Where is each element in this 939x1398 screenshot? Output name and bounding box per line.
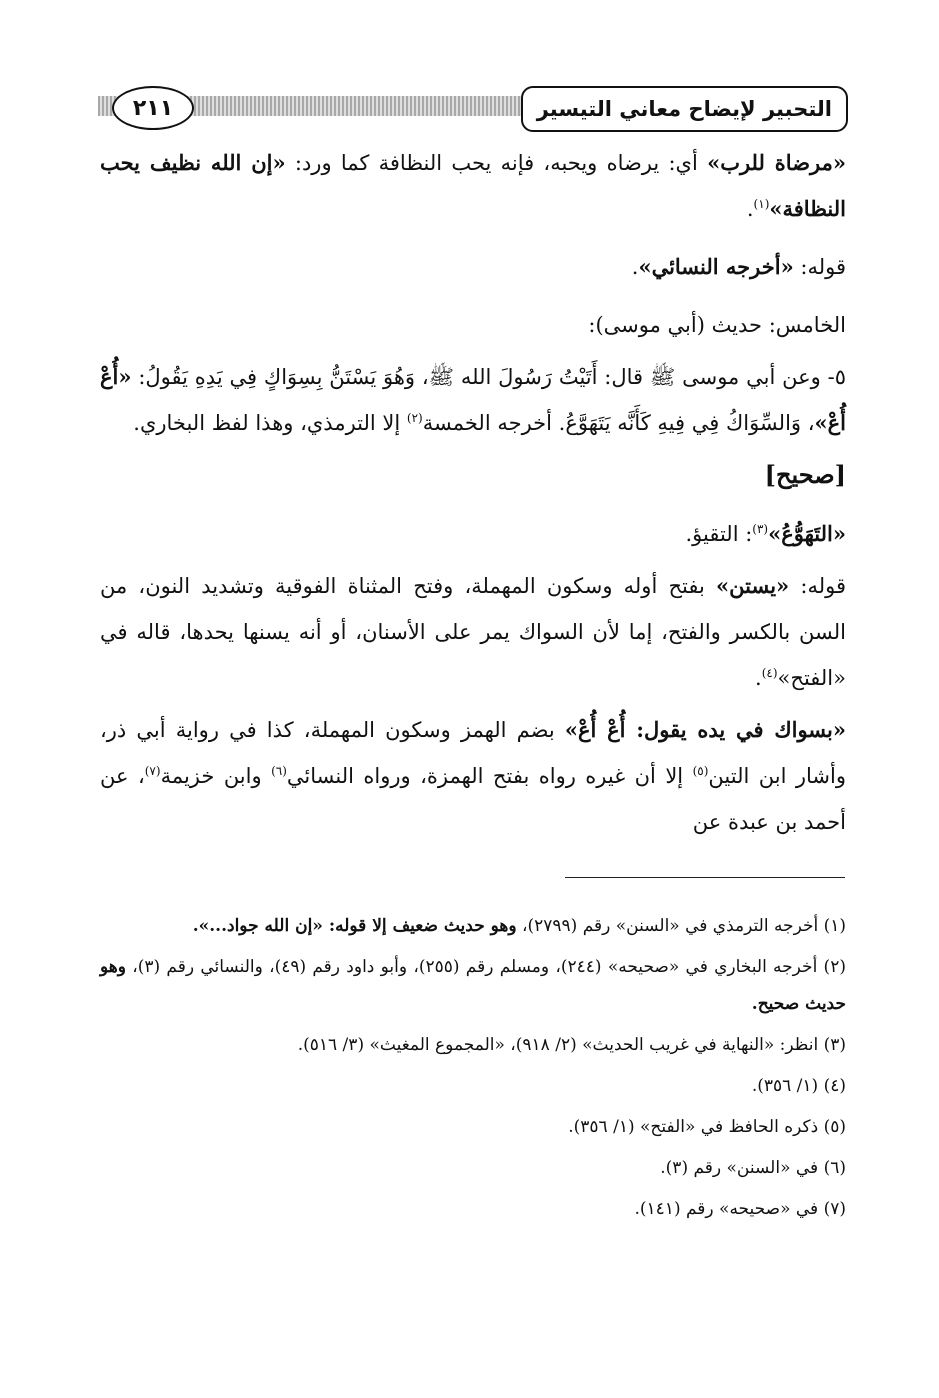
hadith-text: ، وَالسِّوَاكُ فِي فِيهِ كَأَنَّه يَتَهَوَّعُ. أخرجه الخمسة xyxy=(422,411,815,435)
hadith-grade: [صحيح] xyxy=(764,460,846,489)
footnote-separator xyxy=(565,877,845,878)
footnote xyxy=(100,908,846,945)
text-run: : التقيؤ. xyxy=(685,522,753,546)
quoted-phrase: «مرضاة للرب» xyxy=(707,150,846,175)
text-run: بفتح أوله وسكون المهملة، وفتح المثناة الفوقية وتشديد النون، من السن بالكسر والفتح، إما لأن السواك يمر على الأسنان، أو أنه يسنها يحدها، قاله في «الفتح» xyxy=(100,574,846,690)
paragraph xyxy=(100,707,846,845)
text-run: قوله: xyxy=(789,574,846,598)
text-run: . xyxy=(631,255,639,279)
footnote-ref: (٥) xyxy=(692,764,709,778)
text-run: قوله: xyxy=(793,255,846,279)
footnote-ref: (٦) xyxy=(271,764,287,778)
text-run: . xyxy=(755,666,762,690)
text-run: وابن خزيمة xyxy=(160,764,272,788)
paragraph xyxy=(100,563,846,701)
footnote xyxy=(100,949,846,1023)
paragraph xyxy=(100,140,846,232)
footnote-ref: (٣) xyxy=(752,522,769,536)
text-run: بضم الهمز وسكون المهملة، كذا في رواية أبي ذر، وأشار ابن التين xyxy=(100,718,846,788)
footnote: (٣) انظر: «النهاية في غريب الحديث» (٢/ ٩١٨)، «المجموع المغيث» (٣/ ٥١٦). xyxy=(297,1035,846,1055)
text-run: إلا أن غيره رواه بفتح الهمزة، ورواه النسائي xyxy=(286,764,693,788)
footnote-text: (٢) أخرجه البخاري في «صحيحه» (٢٤٤)، ومسلم رقم (٢٥٥)، وأبو داود رقم (٤٩)، والنسائي رقم (٣)، xyxy=(125,957,846,977)
text-run: أي: يرضاه ويحبه، فإنه يحب النظافة كما ورد: xyxy=(285,151,708,175)
footnotes xyxy=(100,908,846,1232)
text-run: ، عن أحمد بن عبدة عن xyxy=(100,764,846,834)
footnote-ref: (٧) xyxy=(144,764,161,778)
footnote-text: (١) أخرجه الترمذي في «السنن» رقم (٢٧٩٩)، xyxy=(516,916,846,936)
quoted-phrase: «أخرجه النسائي» xyxy=(638,254,794,279)
footnote-grade: وهو حديث صحيح. xyxy=(100,957,846,1014)
section-heading: الخامس: حديث (أبي موسى): xyxy=(588,313,846,337)
text-run: إلا الترمذي، وهذا لفظ البخاري. xyxy=(133,411,407,435)
footnote: (٧) في «صحيحه» رقم (١٤١). xyxy=(634,1199,846,1219)
paragraph xyxy=(100,511,846,557)
footnote-ref: (٤) xyxy=(761,666,778,680)
page-number: ٢١١ xyxy=(112,86,194,130)
quoted-phrase: «يستن» xyxy=(716,573,790,598)
grade-line xyxy=(100,452,846,499)
quoted-phrase: «أُعْ أُعْ» xyxy=(100,364,846,435)
quoted-hadith: «إن الله نظيف يحب النظافة» xyxy=(100,150,846,221)
hadith-paragraph xyxy=(100,354,846,446)
footnote-ref: (٢) xyxy=(406,411,423,425)
footnote: (٤) (١/ ٣٥٦). xyxy=(751,1076,846,1096)
footnote-grade: وهو حديث ضعيف إلا قوله: «إن الله جواد...». xyxy=(192,916,517,936)
main-text xyxy=(100,140,846,857)
footnote-ref: (١) xyxy=(753,197,770,211)
running-header xyxy=(98,86,848,132)
quoted-phrase: «بسواك في يده يقول: أُعْ أُعْ» xyxy=(564,717,847,742)
book-title: التحبير لإيضاح معاني التيسير xyxy=(521,86,848,132)
text-run: . xyxy=(746,197,754,221)
paragraph xyxy=(100,244,846,290)
hadith-text: ٥- وعن أبي موسى ﷺ قال: أَتَيْتُ رَسُولَ الله ﷺ، وَهُوَ يَسْتَنُّ بِسِوَاكٍ فِي يَدِهِ يَقُولُ: xyxy=(131,365,846,389)
footnote: (٦) في «السنن» رقم (٣). xyxy=(660,1158,846,1178)
footnote: (٥) ذكره الحافظ في «الفتح» (١/ ٣٥٦). xyxy=(568,1117,846,1137)
quoted-phrase: «التَهَوُّعُ» xyxy=(768,521,846,546)
